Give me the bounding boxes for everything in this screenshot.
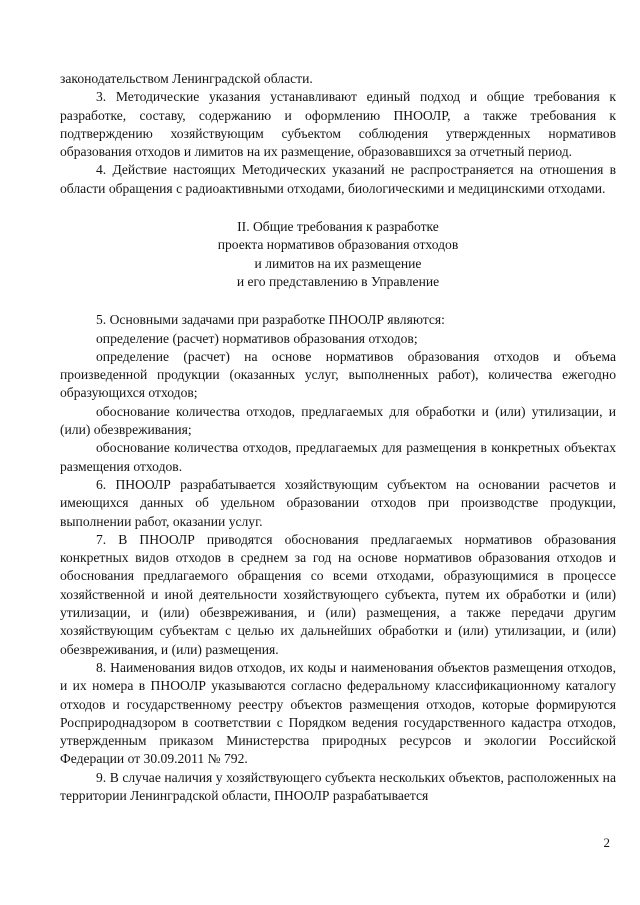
paragraph-9: 9. В случае наличия у хозяйствующего субъекта нескольких объектов, расположенных на территории Ленинградской области, ПНООЛР разрабатывается	[60, 769, 616, 803]
paragraph-7: 7. В ПНООЛР приводятся обоснования предлагаемых нормативов образования конкретных видов отходов в среднем за год на основе нормативов образования отходов и обоснования предлагаемого обращения со всеми отходами, образующимися в процессе хозяйственной и иной деятельности хозяйствующего субъекта, путем их обработки и (или) утилизации, и (или) обезвреживания, и (или) размещения, а также передачи другим хозяйствующим субъектам с целью их дальнейших обработки и (или) утилизации, и (или) обезвреживания, и (или) размещения.	[60, 531, 616, 657]
section-heading-line: и лимитов на их размещение	[254, 255, 422, 271]
paragraph-8: 8. Наименования видов отходов, их коды и наименования объектов размещения отходов, и их номера в ПНООЛР указываются согласно федеральному классификационному каталогу отходов и государственному реестру объектов размещения отходов, которые формируются Росприроднадзором в соответствии с Порядком ведения государственного кадастра отходов, утвержденным приказом Министерства природных ресурсов и экологии Российской Федерации от 30.09.2011 № 792.	[60, 659, 616, 767]
document-body	[60, 70, 616, 805]
paragraph-5-item-1: определение (расчет) нормативов образования отходов;	[96, 330, 418, 346]
paragraph-4: 4. Действие настоящих Методических указаний не распространяется на отношения в области обращения с радиоактивными отходами, биологическими и медицинскими отходами.	[60, 162, 616, 196]
section-heading-line: II. Общие требования к разработке	[237, 219, 439, 235]
page-number: 2	[603, 835, 610, 850]
paragraph-5: 5. Основными задачами при разработке ПНООЛР являются:	[96, 312, 445, 328]
section-heading	[60, 218, 616, 291]
section-heading-line: проекта нормативов образования отходов	[217, 237, 459, 253]
paragraph-5-item-4: обоснование количества отходов, предлагаемых для размещения в конкретных объектах размещения отходов.	[60, 440, 616, 474]
paragraph-3: 3. Методические указания устанавливают единый подход и общие требования к разработке, составу, содержанию и оформлению ПНООЛР, а также требования к подтверждению хозяйствующим субъектом соблюдения утвержденных нормативов образования отходов и лимитов на их размещение, образовавшихся за отчетный период.	[60, 89, 616, 160]
section-heading-line: и его представлению в Управление	[236, 273, 440, 289]
paragraph-5-item-3: обоснование количества отходов, предлагаемых для обработки и (или) утилизации, и (или) обезвреживания;	[60, 403, 616, 438]
paragraph-5-item-2: определение (расчет) на основе нормативов образования отходов и объема произведенной продукции (оказанных услуг, выполненных работ), количества ежегодно образующихся отходов;	[60, 348, 616, 401]
paragraph-6: 6. ПНООЛР разрабатывается хозяйствующим субъектом на основании расчетов и имеющихся данных об удельном образовании отходов при производстве продукции, выполнении работ, оказании услуг.	[60, 476, 616, 529]
paragraph-continuation: законодательством Ленинградской области.	[60, 71, 313, 86]
